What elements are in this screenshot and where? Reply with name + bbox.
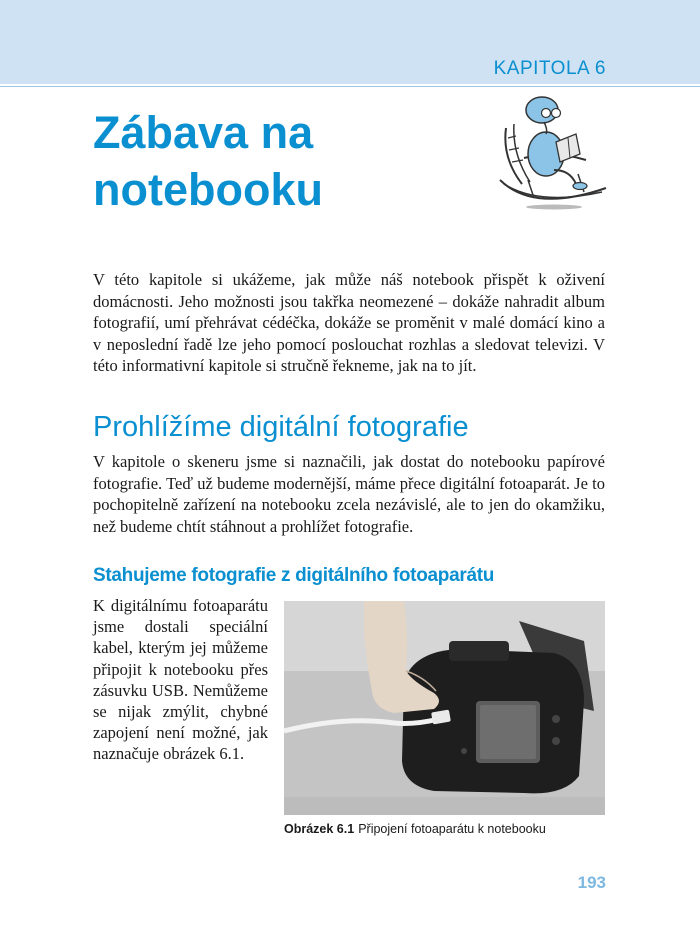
subsection-paragraph: K digitálnímu fotoaparátu jsme dostali speciální kabel, kterým jej můžeme připojit k notebooku přes zásuvku USB. Nemůžeme se nijak zmýlit, chybné zapojení není možné, jak naznačuje obrázek 6.1. bbox=[93, 596, 268, 764]
reading-mascot-illustration bbox=[494, 88, 612, 216]
section-paragraph: V kapitole o skeneru jsme si naznačili, jak dostat do notebooku papírové fotografie. Teď už budeme modernější, máme přece digitální fotoaparát. Je to pochopitelně zařízení na notebooku zcela nezávislé, ale to jen do okamžiku, než budeme chtít stáhnout a prohlížet fotografie. bbox=[93, 452, 605, 536]
chapter-title-line1: Zábava na bbox=[93, 107, 314, 158]
figure-caption-text: Připojení fotoaparátu k notebooku bbox=[358, 822, 546, 836]
section-heading: Prohlížíme digitální fotografie bbox=[93, 411, 469, 443]
camera-connection-photo bbox=[284, 601, 605, 815]
page-number: 193 bbox=[577, 873, 606, 892]
figure-label: Obrázek 6.1 bbox=[284, 822, 355, 836]
header-divider bbox=[0, 86, 700, 87]
figure-caption bbox=[284, 822, 546, 836]
chapter-label: KAPITOLA 6 bbox=[493, 58, 606, 79]
intro-paragraph: V této kapitole si ukážeme, jak může náš notebook přispět k oživení domácnosti. Jeho možnosti jsou takřka neomezené – dokáže nahradit album fotografií, umí přehrávat cédéčka, dokáže se proměnit v malé domácí kino a v neposlední řadě lze jeho pomocí poslouchat rozhlas a sledovat televizi. V této informativní kapitole si stručně řekneme, jak na to jít. bbox=[93, 270, 605, 375]
subsection-heading: Stahujeme fotografie z digitálního fotoaparátu bbox=[93, 565, 495, 586]
chapter-title bbox=[93, 104, 423, 218]
chapter-title-line2: notebooku bbox=[93, 164, 323, 215]
